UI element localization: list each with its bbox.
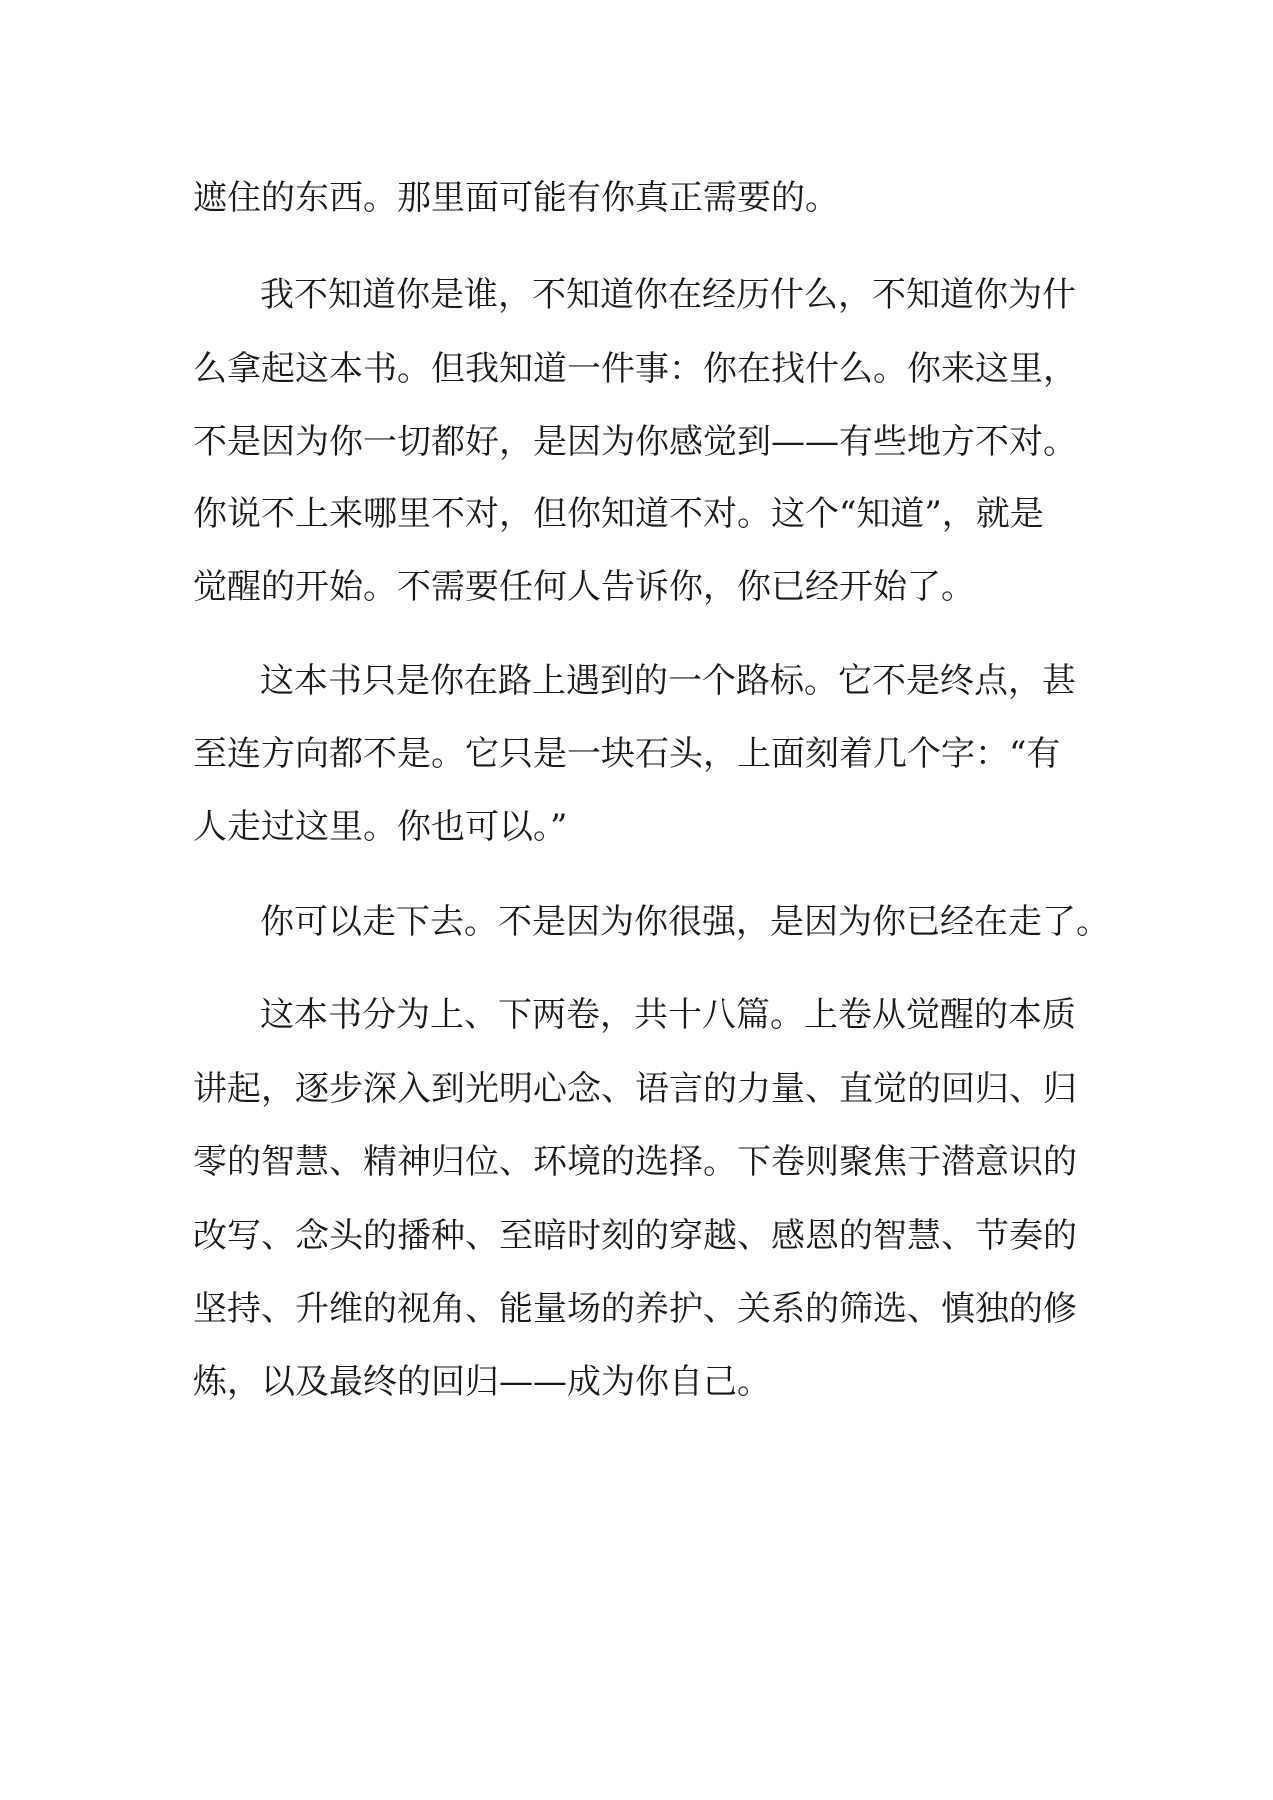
paragraph-5-line-2: 讲起，逐步深入到光明心念、语言的力量、直觉的回归、归 xyxy=(193,1069,1077,1109)
paragraph-2-line-4: 你说不上来哪里不对，但你知道不对。这个“知道”，就是 xyxy=(193,494,1044,534)
paragraph-2-line-1: 我不知道你是谁，不知道你在经历什么，不知道你为什 xyxy=(260,275,1076,315)
paragraph-2-line-5: 觉醒的开始。不需要任何人告诉你，你已经开始了。 xyxy=(193,567,975,607)
paragraph-2-line-2: 么拿起这本书。但我知道一件事：你在找什么。你来这里， xyxy=(193,349,1077,389)
paragraph-2-line-3: 不是因为你一切都好，是因为你感觉到——有些地方不对。 xyxy=(193,422,1077,462)
paragraph-1-line-1: 遮住的东西。那里面可能有你真正需要的。 xyxy=(193,178,839,218)
paragraph-5-line-4: 改写、念头的播种、至暗时刻的穿越、感恩的智慧、节奏的 xyxy=(193,1216,1077,1256)
paragraph-5-line-3: 零的智慧、精神归位、环境的选择。下卷则聚焦于潜意识的 xyxy=(193,1142,1077,1182)
paragraph-5-line-6: 炼，以及最终的回归——成为你自己。 xyxy=(193,1362,771,1402)
paragraph-5-line-5: 坚持、升维的视角、能量场的养护、关系的筛选、慎独的修 xyxy=(193,1289,1077,1329)
paragraph-3-line-2: 至连方向都不是。它只是一块石头，上面刻着几个字：“有 xyxy=(193,734,1061,774)
paragraph-4-line-1: 你可以走下去。不是因为你很强，是因为你已经在走了。 xyxy=(260,902,1110,942)
paragraph-3-line-1: 这本书只是你在路上遇到的一个路标。它不是终点，甚 xyxy=(260,661,1076,701)
paragraph-3-line-3: 人走过这里。你也可以。” xyxy=(193,807,568,847)
paragraph-5-line-1: 这本书分为上、下两卷，共十八篇。上卷从觉醒的本质 xyxy=(260,995,1076,1035)
